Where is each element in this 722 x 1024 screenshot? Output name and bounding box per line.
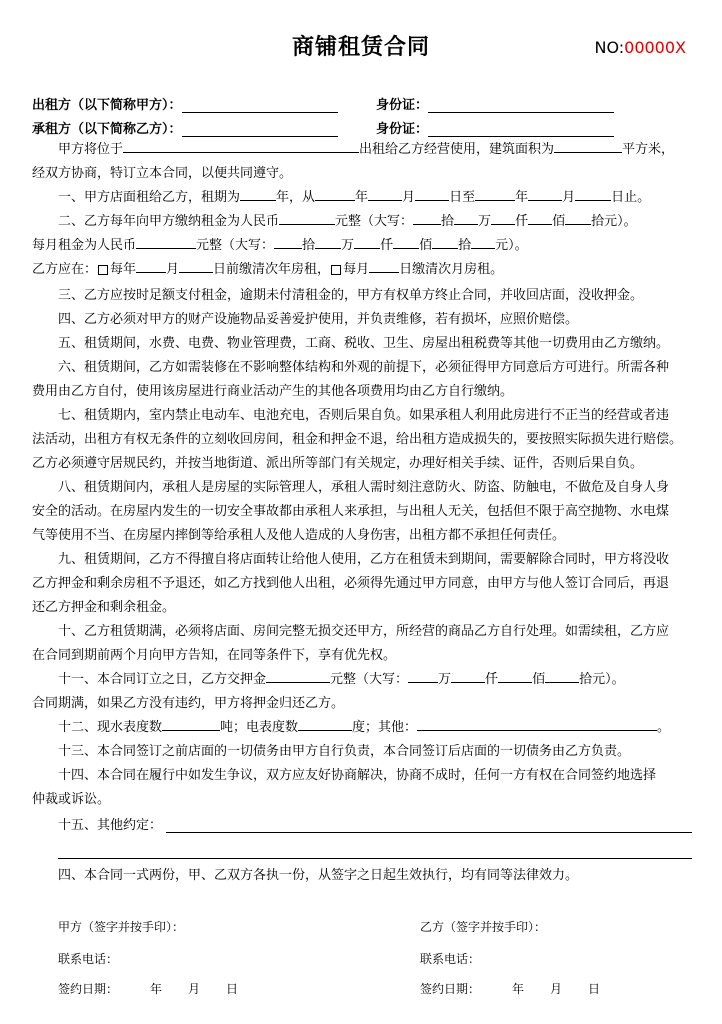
party-a-signature-label: 甲方（签字并按手印）： xyxy=(58,920,185,934)
clause-text: 拾元）。 xyxy=(579,672,625,687)
yearly-checkbox[interactable] xyxy=(98,265,108,275)
clause-8-line-2: 安全的活动。在房屋内发生的一切安全事故都由承租人来承担，与出租人无关，包括但不限于高空抛物、水电煤 xyxy=(32,504,670,519)
clause-text: 仟 xyxy=(485,672,499,687)
clause-text: 十五、其他约定： xyxy=(58,818,163,833)
clause-text: 日缴清次月房租。 xyxy=(399,262,504,277)
clause-text: 吨；电表度数 xyxy=(220,720,299,735)
clause-text: 乙方应在： xyxy=(32,262,98,277)
lessor-id-blank[interactable] xyxy=(428,98,614,113)
clause-text: 万 xyxy=(341,238,355,253)
deposit-bai-blank[interactable] xyxy=(498,668,532,683)
clause-1 xyxy=(32,186,718,210)
annual-rent-shi-wan-blank[interactable] xyxy=(413,210,441,225)
clause-text: 每月租金为人民币 xyxy=(32,238,137,253)
party-b-phone-label: 联系电话： xyxy=(420,952,481,966)
clause-text: 。 xyxy=(657,720,671,735)
party-b-date-row xyxy=(420,980,600,997)
lessor-label: 出租方（以下简称甲方）： xyxy=(32,98,182,113)
clause-text: 佰 xyxy=(552,214,566,229)
clause-7-line-1: 七、租赁期内，室内禁止电动车、电池充电，否则后果自负。如果承租人利用此房进行不正当的经营或者违 xyxy=(58,408,670,423)
party-a-date-row xyxy=(58,980,238,997)
annual-rent-blank[interactable] xyxy=(279,210,335,225)
clause-text: 月 xyxy=(402,190,416,205)
deposit-qian-blank[interactable] xyxy=(451,668,485,683)
contract-number xyxy=(594,38,686,57)
clause-14-line-2: 仲裁或诉讼。 xyxy=(32,792,111,807)
clause-7-line-3: 乙方必须遵守居规民约，并按当地街道、派出所等部门有关规定，办理好相关手续、证件，否则后果自负。 xyxy=(32,456,644,471)
intro-line-2: 经双方协商，特订立本合同，以便共同遵守。 xyxy=(32,166,293,181)
payment-schedule xyxy=(32,258,692,282)
clause-text: 年 xyxy=(355,190,369,205)
clause-2-monthly xyxy=(32,234,692,258)
other-terms-blank-2[interactable] xyxy=(58,858,692,859)
party-a-phone-label: 联系电话： xyxy=(58,952,119,966)
lessor-row xyxy=(32,94,614,113)
shop-address-blank[interactable] xyxy=(123,138,359,153)
monthly-rent-blank[interactable] xyxy=(136,234,196,249)
clause-text: 万 xyxy=(478,214,492,229)
month-label: 月 xyxy=(188,982,201,996)
clause-text: 拾元）。 xyxy=(591,214,637,229)
contract-number-value: 00000X xyxy=(624,38,686,57)
clause-text: 十一、本合同订立之日，乙方交押金 xyxy=(58,672,267,687)
clause-14-line-1: 十四、本合同在履行中如发生争议，双方应友好协商解决，协商不成时，任何一方有权在合同签约地选择 xyxy=(58,768,657,783)
start-day-blank[interactable] xyxy=(415,186,449,201)
clause-text: 万 xyxy=(438,672,452,687)
intro-text: 出租给乙方经营使用，建筑面积为 xyxy=(359,142,555,157)
clause-text: 元整（大写： xyxy=(330,672,409,687)
lessee-id-blank[interactable] xyxy=(428,122,614,137)
annual-rent-shi-blank[interactable] xyxy=(565,210,591,225)
deposit-wan-blank[interactable] xyxy=(408,668,438,683)
clause-text: 年，从 xyxy=(276,190,316,205)
clause-text: 年 xyxy=(515,190,529,205)
clause-6-line-2: 费用由乙方自付，使用该房屋进行商业活动产生的其他各项费用均由乙方自行缴纳。 xyxy=(32,384,514,399)
date-label: 签约日期： xyxy=(58,982,119,996)
clause-text: 日至 xyxy=(449,190,476,205)
monthly-rent-bai-blank[interactable] xyxy=(393,234,419,249)
clause-copies: 四、本合同一式两份，甲、乙双方各执一份，从签字之日起生效执行，均有同等法律效力。 xyxy=(58,868,579,883)
intro-line-1 xyxy=(32,138,718,162)
lessee-id-label: 身份证： xyxy=(376,122,429,137)
clause-text: 日止。 xyxy=(611,190,651,205)
clause-text: 月 xyxy=(166,262,180,277)
annual-rent-qian-blank[interactable] xyxy=(491,210,515,225)
clause-8-line-3: 气等使用不当、在房屋内摔倒等给承租人及他人造成的人身伤害，出租方都不承担任何责任。 xyxy=(32,528,566,543)
clause-text: 仟 xyxy=(380,238,394,253)
clause-text: 二、乙方每年向甲方缴纳租金为人民币 xyxy=(58,214,280,229)
clause-11-line-2: 合同期满，如果乙方没有违约，甲方将押金归还乙方。 xyxy=(32,696,345,711)
start-year-blank[interactable] xyxy=(315,186,355,201)
end-day-blank[interactable] xyxy=(575,186,611,201)
clause-text: 每年 xyxy=(110,262,137,277)
clause-text: 元整（大写： xyxy=(196,238,275,253)
annual-rent-bai-blank[interactable] xyxy=(528,210,552,225)
date-label: 签约日期： xyxy=(420,982,481,996)
clause-text: 拾 xyxy=(302,238,316,253)
monthly-rent-qian-blank[interactable] xyxy=(354,234,380,249)
lessee-name-blank[interactable] xyxy=(182,122,338,137)
water-meter-blank[interactable] xyxy=(162,716,220,731)
end-year-blank[interactable] xyxy=(475,186,515,201)
lessee-label: 承租方（以下简称乙方）： xyxy=(32,122,182,137)
clause-9-line-1: 九、租赁期间，乙方不得擅自将店面转让给他人使用，乙方在租赁未到期间，需要解除合同时，甲方将没收 xyxy=(58,552,670,567)
clause-text: 佰 xyxy=(532,672,546,687)
party-b-signature-label: 乙方（签字并按手印）： xyxy=(420,920,547,934)
monthly-checkbox[interactable] xyxy=(331,265,341,275)
clause-text: 佰 xyxy=(419,238,433,253)
monthly-day-blank[interactable] xyxy=(369,258,399,273)
lessor-name-blank[interactable] xyxy=(182,98,338,113)
yearly-month-blank[interactable] xyxy=(136,258,166,273)
monthly-rent-shi-blank[interactable] xyxy=(432,234,458,249)
clause-text: 月 xyxy=(562,190,576,205)
clause-9-line-3: 还乙方押金和剩余租金。 xyxy=(32,600,176,615)
deposit-shi-blank[interactable] xyxy=(545,668,579,683)
monthly-rent-yuan-blank[interactable] xyxy=(471,234,495,249)
other-meter-blank[interactable] xyxy=(417,716,657,731)
start-month-blank[interactable] xyxy=(368,186,402,201)
annual-rent-wan-blank[interactable] xyxy=(454,210,478,225)
clause-13: 十三、本合同签订之前店面的一切债务由甲方自行负责，本合同签订后店面的一切债务由乙方负责。 xyxy=(58,744,631,759)
contract-number-label: NO: xyxy=(594,38,625,57)
monthly-rent-shi-wan-blank[interactable] xyxy=(274,234,302,249)
lessor-id-label: 身份证： xyxy=(376,98,429,113)
day-label: 日 xyxy=(226,982,239,996)
intro-text: 甲方将位于 xyxy=(58,142,124,157)
area-blank[interactable] xyxy=(554,138,622,153)
clause-text: 拾 xyxy=(441,214,455,229)
year-label: 年 xyxy=(150,982,163,996)
term-years-blank[interactable] xyxy=(240,186,276,201)
clause-12 xyxy=(32,716,718,740)
clause-3: 三、乙方应按时足额支付租金，逾期未付清租金的，甲方有权单方终止合同，并收回店面，没收押金。 xyxy=(58,288,644,303)
year-label: 年 xyxy=(512,982,525,996)
contract-title: 商铺租赁合同 xyxy=(291,35,430,60)
other-terms-blank-1[interactable] xyxy=(166,832,692,833)
yearly-day-blank[interactable] xyxy=(179,258,213,273)
clause-5: 五、租赁期间，水费、电费、物业管理费，工商、税收、卫生、房屋出租税费等其他一切费用由乙方缴纳。 xyxy=(58,336,670,351)
clause-text: 仟 xyxy=(515,214,529,229)
clause-10-line-1: 十、乙方租赁期满，必须将店面、房间完整无损交还甲方，所经营的商品乙方自行处理。如需续租，乙方应 xyxy=(58,624,670,639)
clause-9-line-2: 乙方押金和剩余房租不予退还，如乙方找到他人出租，必须得先通过甲方同意，由甲方与他人签订合同后，再退 xyxy=(32,576,670,591)
electric-meter-blank[interactable] xyxy=(298,716,352,731)
month-label: 月 xyxy=(550,982,563,996)
clause-7-line-2: 法活动，出租方有权无条件的立刻收回房间，租金和押金不退，给出租方造成损失的，要按照实际损失进行赔偿。 xyxy=(32,432,683,447)
clause-2 xyxy=(32,210,718,234)
clause-text: 拾 xyxy=(458,238,472,253)
clause-15 xyxy=(32,814,718,838)
clause-8-line-1: 八、租赁期间内，承租人是房屋的实际管理人，承租人需时刻注意防火、防盗、防触电，不做危及自身人身 xyxy=(58,480,670,495)
clause-text: 度；其他： xyxy=(352,720,418,735)
intro-text: 平方米， xyxy=(622,142,675,157)
monthly-rent-wan-blank[interactable] xyxy=(315,234,341,249)
deposit-blank[interactable] xyxy=(266,668,330,683)
end-month-blank[interactable] xyxy=(528,186,562,201)
clause-11 xyxy=(32,668,718,692)
clause-text: 每月 xyxy=(343,262,370,277)
clause-text: 一、甲方店面租给乙方，租期为 xyxy=(58,190,241,205)
clause-text: 十二、现水表度数 xyxy=(58,720,163,735)
clause-10-line-2: 在合同到期前两个月向甲方告知，在同等条件下，享有优先权。 xyxy=(32,648,397,663)
clause-text: 元整（大写： xyxy=(335,214,414,229)
clause-text: 日前缴清次年房租， xyxy=(213,262,331,277)
clause-6-line-1: 六、租赁期间，乙方如需装修在不影响整体结构和外观的前提下，必须征得甲方同意后方可进行。所需各种 xyxy=(58,360,670,375)
clause-text: 元）。 xyxy=(495,238,528,253)
lessee-row xyxy=(32,118,614,137)
clause-4: 四、乙方必须对甲方的财产设施物品妥善爱护使用，并负责维修，若有损坏，应照价赔偿。 xyxy=(58,312,579,327)
day-label: 日 xyxy=(588,982,601,996)
